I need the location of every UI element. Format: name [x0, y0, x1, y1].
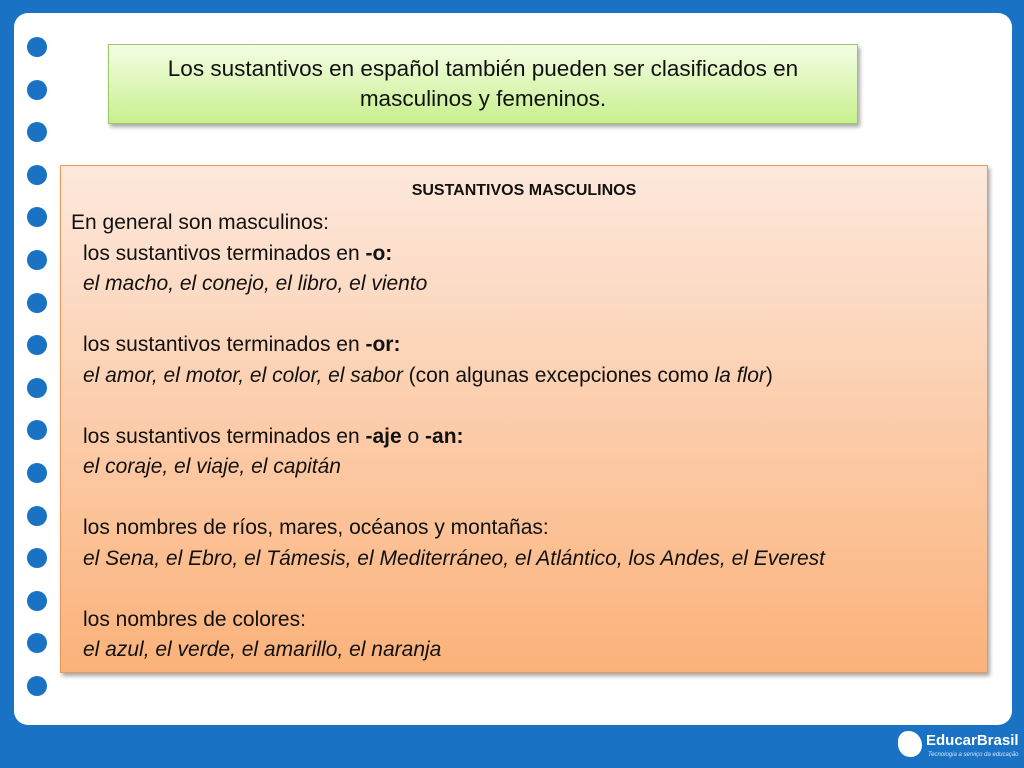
ring-dot: [27, 420, 47, 440]
rule-text: los sustantivos terminados en: [83, 333, 366, 356]
rule-text: los sustantivos terminados en: [83, 241, 366, 265]
ring-dot: [27, 463, 47, 483]
examples-text: el amor, el motor, el color, el sabor: [83, 363, 403, 387]
ring-dot: [27, 676, 47, 696]
ring-dot: [27, 378, 47, 398]
spacer: [71, 483, 977, 514]
rule-suffix: -an:: [425, 424, 464, 448]
spacer: [71, 391, 977, 422]
rule-suffix: -aje: [365, 424, 402, 448]
spacer: [71, 574, 977, 605]
slide-title: Los sustantivos en español también pueden ser clasificados en masculinos y femeninos.: [167, 56, 799, 111]
examples-line: el Sena, el Ebro, el Támesis, el Mediterráneo, el Atlántico, los Andes, el Everest: [83, 546, 825, 570]
brazil-map-icon: [898, 731, 922, 757]
rule-line: los nombres de colores:: [83, 607, 306, 631]
ring-dot: [27, 80, 47, 100]
ring-dot: [27, 506, 47, 526]
spacer: [71, 300, 977, 331]
ring-dot: [27, 293, 47, 313]
examples-line: el coraje, el viaje, el capitán: [83, 455, 341, 478]
ring-dot: [27, 633, 47, 653]
note-close: ): [765, 363, 773, 387]
logo-tagline: Tecnologia a serviço da educação: [928, 752, 1019, 758]
intro-text: En general son masculinos:: [71, 211, 329, 234]
ring-dot: [27, 250, 47, 270]
examples-line: [71, 361, 977, 392]
title-box: [108, 44, 858, 124]
rule-text: los sustantivos terminados en: [83, 424, 366, 448]
rule-line: [71, 239, 977, 270]
rule-suffix: -o:: [365, 241, 393, 265]
ring-dot: [27, 207, 47, 227]
rule-suffix: -or:: [365, 333, 401, 356]
ring-dot: [27, 165, 47, 185]
content-heading: SUSTANTIVOS MASCULINOS: [411, 182, 637, 199]
logo-name: EducarBrasil: [926, 732, 1019, 749]
ring-dot: [27, 335, 47, 355]
rule-line: [71, 330, 977, 361]
ring-dot: [27, 548, 47, 568]
content-box: [60, 165, 988, 673]
ring-dot: [27, 591, 47, 611]
examples-line: el azul, el verde, el amarillo, el naranja: [83, 638, 442, 661]
educarbrasil-logo: [898, 728, 1019, 764]
ring-dot: [27, 37, 47, 57]
rule-conjunction: o: [401, 424, 426, 448]
examples-line: el macho, el conejo, el libro, el viento: [83, 272, 428, 295]
note-text: (con algunas excepciones como: [402, 363, 715, 387]
ring-dot: [27, 122, 47, 142]
note-example: la flor: [714, 363, 766, 387]
rule-line: [71, 422, 977, 453]
rule-line: los nombres de ríos, mares, océanos y montañas:: [83, 516, 549, 539]
